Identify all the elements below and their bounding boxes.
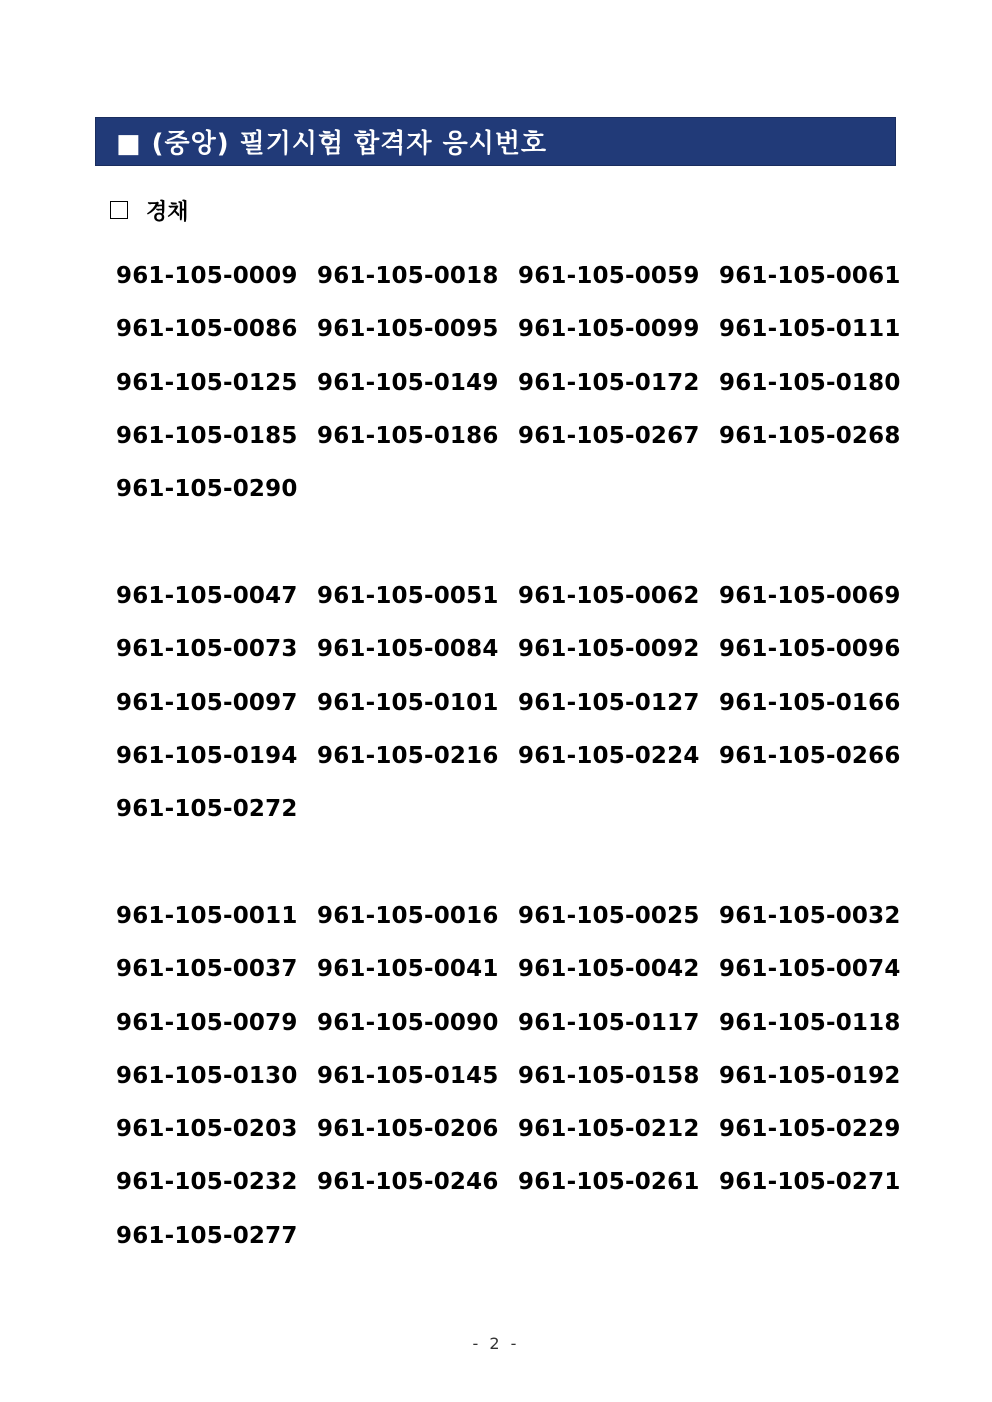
exam-number: 961-105-0277 (116, 1222, 298, 1249)
exam-number: 961-105-0206 (317, 1116, 499, 1143)
exam-number: 961-105-0086 (116, 316, 298, 343)
exam-number: 961-105-0011 (116, 903, 298, 929)
empty-square-icon (110, 201, 128, 219)
exam-number: 961-105-0212 (518, 1116, 700, 1143)
exam-number: 961-105-0090 (317, 1009, 499, 1036)
exam-number: 961-105-0051 (317, 583, 499, 609)
exam-number: 961-105-0216 (317, 742, 499, 769)
page-title: ■ (중앙) 필기시험 합격자 응시번호 (116, 129, 548, 159)
exam-number: 961-105-0125 (116, 369, 298, 396)
exam-number: 961-105-0232 (116, 1169, 298, 1196)
exam-number: 961-105-0092 (518, 636, 700, 663)
exam-number: 961-105-0271 (719, 1169, 901, 1196)
exam-number: 961-105-0118 (719, 1009, 901, 1036)
exam-number: 961-105-0097 (116, 689, 298, 716)
exam-number: 961-105-0145 (317, 1062, 499, 1089)
number-group-1 (116, 250, 920, 516)
exam-number: 961-105-0084 (317, 636, 499, 663)
exam-number: 961-105-0032 (719, 903, 901, 929)
exam-number: 961-105-0069 (719, 583, 901, 609)
exam-number: 961-105-0158 (518, 1062, 700, 1089)
exam-number: 961-105-0180 (719, 369, 901, 396)
exam-number: 961-105-0272 (116, 796, 298, 823)
exam-number: 961-105-0203 (116, 1116, 298, 1143)
exam-number: 961-105-0018 (317, 263, 499, 289)
exam-number: 961-105-0037 (116, 956, 298, 983)
exam-number: 961-105-0047 (116, 583, 298, 609)
exam-number: 961-105-0095 (317, 316, 499, 343)
exam-number: 961-105-0059 (518, 263, 700, 289)
exam-number: 961-105-0101 (317, 689, 499, 716)
exam-number: 961-105-0172 (518, 369, 700, 396)
exam-number: 961-105-0062 (518, 583, 700, 609)
exam-number: 961-105-0117 (518, 1009, 700, 1036)
exam-number: 961-105-0246 (317, 1169, 499, 1196)
exam-number: 961-105-0229 (719, 1116, 901, 1143)
exam-number: 961-105-0079 (116, 1009, 298, 1036)
page-number: - 2 - (472, 1334, 520, 1353)
exam-number: 961-105-0261 (518, 1169, 700, 1196)
subsection-label: 경채 (146, 199, 189, 225)
exam-number: 961-105-0074 (719, 956, 901, 983)
exam-number: 961-105-0194 (116, 742, 298, 769)
exam-number: 961-105-0166 (719, 689, 901, 716)
number-group-2 (116, 570, 920, 836)
exam-number: 961-105-0016 (317, 903, 499, 929)
exam-number: 961-105-0009 (116, 263, 298, 289)
exam-number: 961-105-0192 (719, 1062, 901, 1089)
number-group-3 (116, 890, 920, 1263)
exam-number: 961-105-0096 (719, 636, 901, 663)
exam-number: 961-105-0268 (719, 422, 901, 449)
exam-number: 961-105-0099 (518, 316, 700, 343)
exam-number: 961-105-0061 (719, 263, 901, 289)
exam-number: 961-105-0042 (518, 956, 700, 983)
exam-number: 961-105-0025 (518, 903, 700, 929)
exam-number: 961-105-0266 (719, 742, 901, 769)
exam-number: 961-105-0186 (317, 422, 499, 449)
exam-number: 961-105-0130 (116, 1062, 298, 1089)
exam-number: 961-105-0267 (518, 422, 700, 449)
exam-number: 961-105-0073 (116, 636, 298, 663)
exam-number: 961-105-0290 (116, 476, 298, 503)
exam-number: 961-105-0224 (518, 742, 700, 769)
section-title-bar (95, 117, 896, 166)
exam-number: 961-105-0185 (116, 422, 298, 449)
exam-number: 961-105-0149 (317, 369, 499, 396)
subsection-heading (110, 194, 189, 226)
exam-number: 961-105-0041 (317, 956, 499, 983)
exam-number: 961-105-0111 (719, 316, 901, 343)
exam-number: 961-105-0127 (518, 689, 700, 716)
